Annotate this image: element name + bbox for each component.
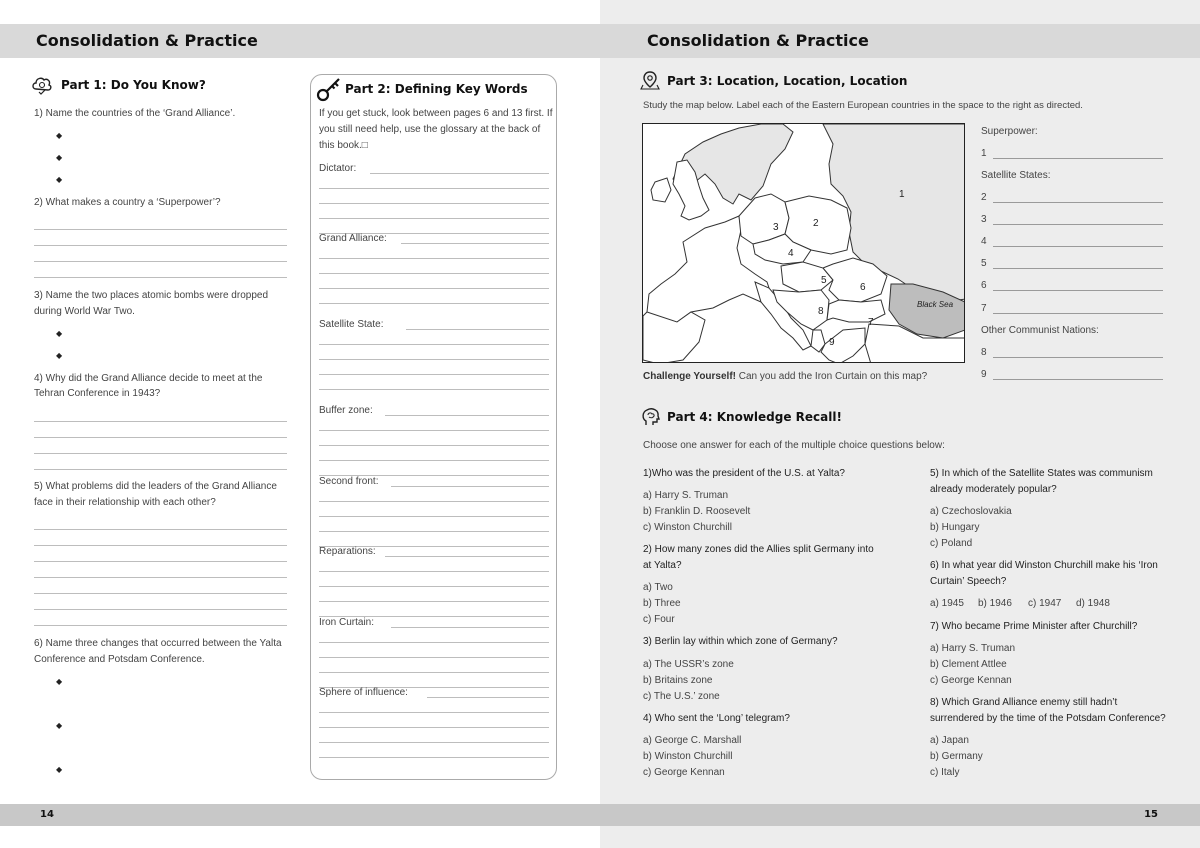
right-page-title: Consolidation & Practice <box>647 31 869 50</box>
definition-line[interactable] <box>391 486 549 487</box>
definition-line[interactable] <box>319 501 549 502</box>
definition-line[interactable] <box>319 642 549 643</box>
right-page-number: 15 <box>1144 809 1158 820</box>
definition-line[interactable] <box>319 203 549 204</box>
map-label-4: 4 <box>788 248 794 259</box>
definition-line[interactable] <box>406 329 549 330</box>
answer-line[interactable] <box>34 561 287 562</box>
mcq6-option-c[interactable]: c) 1947 <box>1028 598 1062 609</box>
map-answer-line[interactable] <box>993 224 1163 225</box>
definition-line[interactable] <box>319 218 549 219</box>
map-label-8: 8 <box>818 306 824 317</box>
mcq6-question-line2: Curtain’ Speech? <box>930 576 1007 587</box>
definition-line[interactable] <box>319 712 549 713</box>
key-icon <box>316 76 342 102</box>
brain-cloud-icon <box>31 73 53 95</box>
mcq4-option-b[interactable]: b) Winston Churchill <box>643 751 733 762</box>
part1-q1: 1) Name the countries of the ‘Grand Alliance’. <box>34 108 236 119</box>
definition-line[interactable] <box>319 288 549 289</box>
part1-q3-line2: during World War Two. <box>34 306 135 317</box>
key-term-label: Reparations: <box>319 546 376 557</box>
answer-line[interactable] <box>34 469 287 470</box>
map-label-9: 9 <box>829 337 835 348</box>
right-page <box>600 0 1200 848</box>
definition-line[interactable] <box>319 571 549 572</box>
definition-line[interactable] <box>319 516 549 517</box>
definition-line[interactable] <box>319 374 549 375</box>
definition-line[interactable] <box>319 389 549 390</box>
map-answer-number: 4 <box>981 236 987 247</box>
answer-line[interactable] <box>34 453 287 454</box>
satellite-states-heading: Satellite States: <box>981 170 1051 181</box>
mcq6-option-a[interactable]: a) 1945 <box>930 598 964 609</box>
mcq4-option-c[interactable]: c) George Kennan <box>643 767 725 778</box>
definition-line[interactable] <box>319 344 549 345</box>
mcq8-question-line2: surrendered by the time of the Potsdam Conference? <box>930 713 1166 724</box>
black-sea-label: Black Sea <box>917 300 954 309</box>
mcq3-question: 3) Berlin lay within which zone of Germany? <box>643 636 838 647</box>
bulgaria-land <box>827 300 885 322</box>
europe-map-svg <box>643 124 965 363</box>
part1-q2: 2) What makes a country a ‘Superpower’? <box>34 197 221 208</box>
definition-line[interactable] <box>427 697 549 698</box>
mcq7-option-b[interactable]: b) Clement Attlee <box>930 659 1007 670</box>
definition-line[interactable] <box>385 556 549 557</box>
answer-line[interactable] <box>34 421 287 422</box>
map-answer-number: 6 <box>981 280 987 291</box>
definition-line[interactable] <box>319 757 549 758</box>
location-pin-icon <box>640 70 660 90</box>
part3-title: Part 3: Location, Location, Location <box>667 74 908 88</box>
bullet-q6-3: ◆ <box>56 765 63 774</box>
bullet-q1-3: ◆ <box>56 175 63 184</box>
map-answer-number: 5 <box>981 258 987 269</box>
mcq2-question-line1: 2) How many zones did the Allies split Germany into <box>643 544 874 555</box>
mcq6-option-b[interactable]: b) 1946 <box>978 598 1012 609</box>
map-answer-line[interactable] <box>993 246 1163 247</box>
key-term-label: Dictator: <box>319 163 357 174</box>
key-term-label: Satellite State: <box>319 319 384 330</box>
mcq2-question-line2: at Yalta? <box>643 560 682 571</box>
definition-line[interactable] <box>319 727 549 728</box>
map-answer-number: 9 <box>981 369 987 380</box>
definition-line[interactable] <box>319 601 549 602</box>
mcq8-option-b[interactable]: b) Germany <box>930 751 983 762</box>
part3-instructions: Study the map below. Label each of the Eastern European countries in the space to the right as directed. <box>643 100 1083 111</box>
mcq1-option-c[interactable]: c) Winston Churchill <box>643 522 732 533</box>
mcq2-option-b[interactable]: b) Three <box>643 598 681 609</box>
answer-line[interactable] <box>34 437 287 438</box>
definition-line[interactable] <box>319 742 549 743</box>
map-answer-line[interactable] <box>993 268 1163 269</box>
part1-q3-line1: 3) Name the two places atomic bombs were dropped <box>34 290 269 301</box>
mcq5-option-c[interactable]: c) Poland <box>930 538 973 549</box>
definition-line[interactable] <box>319 258 549 259</box>
answer-line[interactable] <box>34 625 287 626</box>
answer-line[interactable] <box>34 609 287 610</box>
definition-line[interactable] <box>319 359 549 360</box>
map-answer-number: 2 <box>981 192 987 203</box>
definition-line[interactable] <box>319 657 549 658</box>
definition-line[interactable] <box>385 415 549 416</box>
key-term-label: Buffer zone: <box>319 405 373 416</box>
mcq5-question-line1: 5) In which of the Satellite States was communism <box>930 468 1153 479</box>
key-term-label: Iron Curtain: <box>319 617 375 628</box>
definition-line[interactable] <box>319 460 549 461</box>
left-page-number: 14 <box>40 809 54 820</box>
answer-line[interactable] <box>34 545 287 546</box>
part4-title: Part 4: Knowledge Recall! <box>667 410 842 424</box>
mcq7-question: 7) Who became Prime Minister after Churchill? <box>930 621 1138 632</box>
mcq6-option-d[interactable]: d) 1948 <box>1076 598 1110 609</box>
map-answer-line[interactable] <box>993 202 1163 203</box>
mcq7-option-c[interactable]: c) George Kennan <box>930 675 1012 686</box>
definition-line[interactable] <box>401 243 549 244</box>
key-term-label: Grand Alliance: <box>319 233 387 244</box>
mcq1-option-b[interactable]: b) Franklin D. Roosevelt <box>643 506 751 517</box>
part1-q6-line1: 6) Name three changes that occurred between the Yalta <box>34 638 282 649</box>
part1-q5-line1: 5) What problems did the leaders of the Grand Alliance <box>34 481 277 492</box>
mcq3-option-c[interactable]: c) The U.S.’ zone <box>643 691 720 702</box>
map-answer-line[interactable] <box>993 357 1163 358</box>
definition-line[interactable] <box>319 586 549 587</box>
map-label-1: 1 <box>899 189 905 200</box>
superpower-heading: Superpower: <box>981 126 1038 137</box>
part2-title: Part 2: Defining Key Words <box>345 82 528 96</box>
map-label-3: 3 <box>773 222 779 233</box>
definition-line[interactable] <box>391 627 549 628</box>
bullet-q1-2: ◆ <box>56 153 63 162</box>
left-page-title: Consolidation & Practice <box>36 31 258 50</box>
mcq5-option-b[interactable]: b) Hungary <box>930 522 980 533</box>
answer-line[interactable] <box>34 245 287 246</box>
map-label-2: 2 <box>813 218 819 229</box>
mcq7-option-a[interactable]: a) Harry S. Truman <box>930 643 1016 654</box>
definition-line[interactable] <box>370 173 549 174</box>
map-answer-line[interactable] <box>993 158 1163 159</box>
mcq3-option-b[interactable]: b) Britains zone <box>643 675 713 686</box>
mcq5-option-a[interactable]: a) Czechoslovakia <box>930 506 1012 517</box>
mcq6-question-line1: 6) In what year did Winston Churchill make his ‘Iron <box>930 560 1158 571</box>
mcq3-option-a[interactable]: a) The USSR’s zone <box>643 659 734 670</box>
mcq4-option-a[interactable]: a) George C. Marshall <box>643 735 742 746</box>
mcq8-option-a[interactable]: a) Japan <box>930 735 969 746</box>
answer-line[interactable] <box>34 577 287 578</box>
part2-intro-line3: this book.□ <box>319 140 368 151</box>
mcq1-question: 1)Who was the president of the U.S. at Yalta? <box>643 468 845 479</box>
right-page-header <box>600 24 1200 58</box>
map-answer-line[interactable] <box>993 313 1163 314</box>
challenge-body: Can you add the Iron Curtain on this map? <box>735 371 928 382</box>
map-answer-number: 8 <box>981 347 987 358</box>
mcq4-question: 4) Who sent the ‘Long’ telegram? <box>643 713 790 724</box>
key-words-box <box>310 74 557 780</box>
greece-land <box>821 328 865 363</box>
europe-map[interactable] <box>642 123 965 363</box>
part1-q4-line1: 4) Why did the Grand Alliance decide to meet at the <box>34 373 263 384</box>
definition-line[interactable] <box>319 188 549 189</box>
ireland-land <box>651 178 671 202</box>
bullet-q1-1: ◆ <box>56 131 63 140</box>
part4-instructions: Choose one answer for each of the multiple choice questions below: <box>643 440 945 451</box>
definition-line[interactable] <box>319 445 549 446</box>
bullet-q6-2: ◆ <box>56 721 63 730</box>
definition-line[interactable] <box>319 430 549 431</box>
map-label-7: 7 <box>868 317 874 328</box>
definition-line[interactable] <box>319 303 549 304</box>
mcq2-option-a[interactable]: a) Two <box>643 582 673 593</box>
definition-line[interactable] <box>319 531 549 532</box>
mcq8-question-line1: 8) Which Grand Alliance enemy still hadn’t <box>930 697 1118 708</box>
bullet-q6-1: ◆ <box>56 677 63 686</box>
part1-q5-line2: face in their relationship with each other? <box>34 497 216 508</box>
part1-q4-line2: Tehran Conference in 1943? <box>34 388 161 399</box>
answer-line[interactable] <box>34 261 287 262</box>
part1-q6-line2: Conference and Potsdam Conference. <box>34 654 205 665</box>
key-term-label: Second front: <box>319 476 379 487</box>
answer-line[interactable] <box>34 277 287 278</box>
other-communist-heading: Other Communist Nations: <box>981 325 1099 336</box>
mcq8-option-c[interactable]: c) Italy <box>930 767 960 778</box>
challenge-bold: Challenge Yourself! <box>643 371 736 382</box>
map-label-5: 5 <box>821 275 827 286</box>
bullet-q3-2: ◆ <box>56 351 63 360</box>
mcq1-option-a[interactable]: a) Harry S. Truman <box>643 490 729 501</box>
map-answer-line[interactable] <box>993 290 1163 291</box>
map-label-6: 6 <box>860 282 866 293</box>
part2-intro-line2: you still need help, use the glossary at the back of <box>319 124 541 135</box>
answer-line[interactable] <box>34 593 287 594</box>
key-term-label: Sphere of influence: <box>319 687 408 698</box>
left-page-footer <box>0 804 600 826</box>
mcq2-option-c[interactable]: c) Four <box>643 614 675 625</box>
part2-intro-line1: If you get stuck, look between pages 6 and 13 first. If <box>319 108 553 119</box>
answer-line[interactable] <box>34 229 287 230</box>
map-answer-number: 3 <box>981 214 987 225</box>
part1-title: Part 1: Do You Know? <box>61 78 206 92</box>
left-page-header <box>0 24 600 58</box>
answer-line[interactable] <box>34 529 287 530</box>
challenge-text <box>643 369 927 385</box>
definition-line[interactable] <box>319 273 549 274</box>
map-answer-line[interactable] <box>993 379 1163 380</box>
right-page-footer <box>600 804 1200 826</box>
bullet-q3-1: ◆ <box>56 329 63 338</box>
map-answer-number: 1 <box>981 148 987 159</box>
map-answer-number: 7 <box>981 303 987 314</box>
brain-head-icon <box>640 406 662 428</box>
definition-line[interactable] <box>319 672 549 673</box>
mcq5-question-line2: already moderately popular? <box>930 484 1057 495</box>
